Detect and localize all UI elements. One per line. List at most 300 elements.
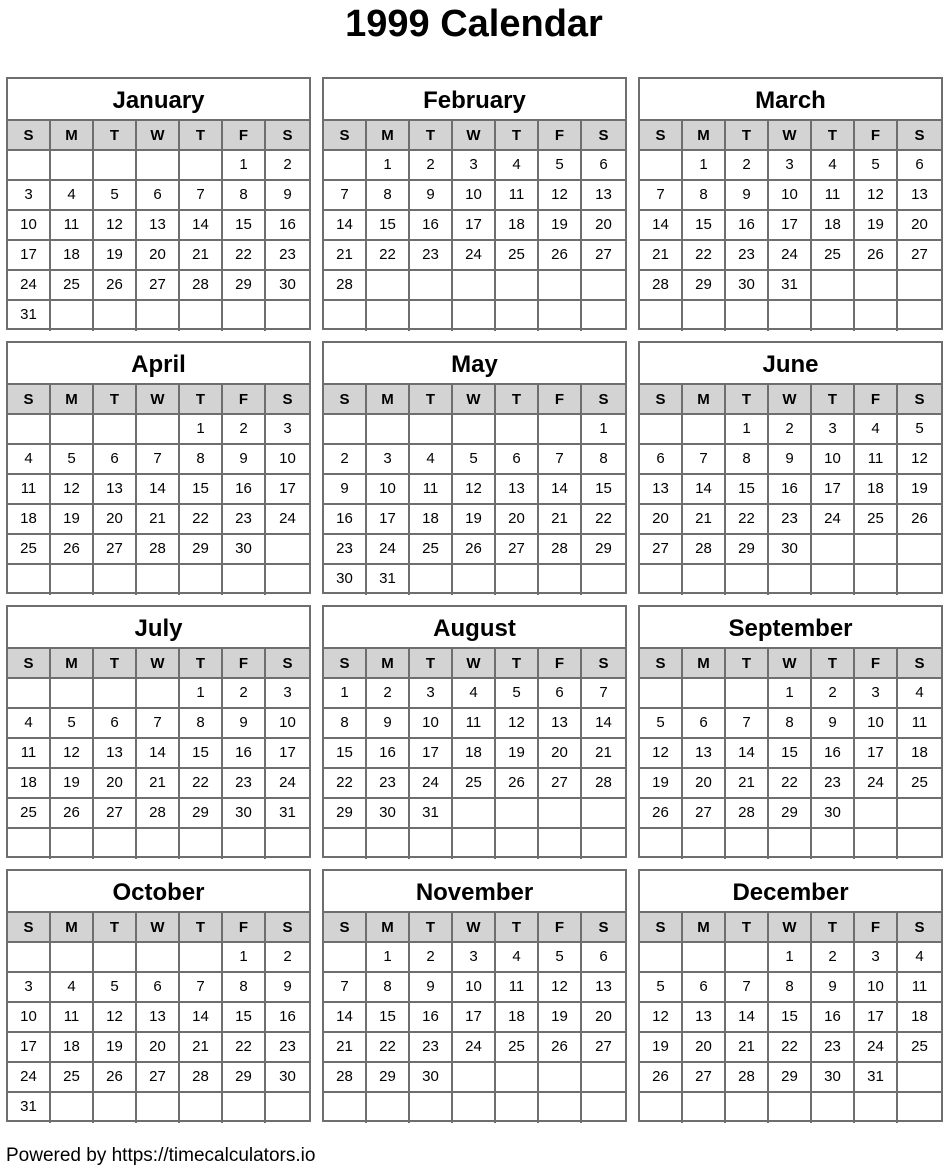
day-cell: 9 bbox=[266, 973, 309, 1003]
day-cell: 13 bbox=[640, 475, 683, 505]
month-grid bbox=[8, 385, 309, 595]
empty-cell bbox=[324, 1093, 367, 1123]
empty-cell bbox=[726, 943, 769, 973]
weekday-header: S bbox=[266, 121, 309, 151]
weekday-header: F bbox=[223, 649, 266, 679]
weekday-header: S bbox=[266, 649, 309, 679]
day-cell: 25 bbox=[812, 241, 855, 271]
empty-cell bbox=[898, 301, 941, 331]
day-cell: 19 bbox=[640, 1033, 683, 1063]
day-cell: 20 bbox=[137, 1033, 180, 1063]
weekday-header: S bbox=[324, 385, 367, 415]
month-title: September bbox=[640, 607, 941, 649]
day-cell: 27 bbox=[898, 241, 941, 271]
day-cell: 18 bbox=[898, 1003, 941, 1033]
day-cell: 2 bbox=[223, 415, 266, 445]
day-cell: 3 bbox=[812, 415, 855, 445]
day-cell: 29 bbox=[180, 799, 223, 829]
day-cell: 1 bbox=[367, 943, 410, 973]
day-cell: 13 bbox=[582, 973, 625, 1003]
day-cell: 11 bbox=[8, 475, 51, 505]
day-cell: 12 bbox=[94, 211, 137, 241]
empty-cell bbox=[582, 799, 625, 829]
day-cell: 18 bbox=[453, 739, 496, 769]
day-cell: 20 bbox=[683, 1033, 726, 1063]
empty-cell bbox=[812, 829, 855, 859]
day-cell: 28 bbox=[726, 1063, 769, 1093]
day-cell: 4 bbox=[8, 709, 51, 739]
empty-cell bbox=[496, 415, 539, 445]
day-cell: 23 bbox=[223, 769, 266, 799]
day-cell: 4 bbox=[51, 181, 94, 211]
weekday-header: T bbox=[812, 385, 855, 415]
empty-cell bbox=[640, 151, 683, 181]
day-cell: 25 bbox=[410, 535, 453, 565]
weekday-header: W bbox=[769, 649, 812, 679]
day-cell: 14 bbox=[137, 739, 180, 769]
day-cell: 25 bbox=[51, 1063, 94, 1093]
month-february bbox=[322, 77, 627, 330]
weekday-header: S bbox=[640, 913, 683, 943]
day-cell: 10 bbox=[266, 709, 309, 739]
day-cell: 23 bbox=[410, 241, 453, 271]
day-cell: 27 bbox=[137, 271, 180, 301]
day-cell: 28 bbox=[582, 769, 625, 799]
day-cell: 5 bbox=[496, 679, 539, 709]
day-cell: 26 bbox=[640, 1063, 683, 1093]
empty-cell bbox=[640, 565, 683, 595]
empty-cell bbox=[137, 151, 180, 181]
empty-cell bbox=[180, 829, 223, 859]
day-cell: 24 bbox=[855, 769, 898, 799]
day-cell: 30 bbox=[266, 271, 309, 301]
day-cell: 30 bbox=[726, 271, 769, 301]
empty-cell bbox=[51, 151, 94, 181]
day-cell: 15 bbox=[367, 1003, 410, 1033]
weekday-header: F bbox=[855, 121, 898, 151]
day-cell: 19 bbox=[453, 505, 496, 535]
day-cell: 7 bbox=[726, 709, 769, 739]
day-cell: 15 bbox=[367, 211, 410, 241]
day-cell: 4 bbox=[8, 445, 51, 475]
day-cell: 23 bbox=[726, 241, 769, 271]
weekday-header: T bbox=[726, 649, 769, 679]
empty-cell bbox=[180, 943, 223, 973]
day-cell: 22 bbox=[769, 1033, 812, 1063]
month-title: July bbox=[8, 607, 309, 649]
day-cell: 30 bbox=[812, 1063, 855, 1093]
day-cell: 27 bbox=[683, 799, 726, 829]
day-cell: 2 bbox=[812, 943, 855, 973]
empty-cell bbox=[898, 1093, 941, 1123]
day-cell: 30 bbox=[324, 565, 367, 595]
empty-cell bbox=[640, 301, 683, 331]
day-cell: 19 bbox=[94, 1033, 137, 1063]
month-grid bbox=[324, 121, 625, 331]
empty-cell bbox=[726, 829, 769, 859]
empty-cell bbox=[855, 301, 898, 331]
day-cell: 13 bbox=[683, 739, 726, 769]
day-cell: 17 bbox=[453, 211, 496, 241]
empty-cell bbox=[137, 679, 180, 709]
day-cell: 14 bbox=[539, 475, 582, 505]
weekday-header: M bbox=[367, 385, 410, 415]
day-cell: 7 bbox=[726, 973, 769, 1003]
day-cell: 28 bbox=[180, 1063, 223, 1093]
month-august bbox=[322, 605, 627, 858]
day-cell: 15 bbox=[769, 739, 812, 769]
weekday-header: S bbox=[582, 913, 625, 943]
weekday-header: T bbox=[410, 121, 453, 151]
empty-cell bbox=[582, 1063, 625, 1093]
day-cell: 8 bbox=[180, 445, 223, 475]
weekday-header: W bbox=[137, 385, 180, 415]
empty-cell bbox=[726, 565, 769, 595]
day-cell: 29 bbox=[769, 1063, 812, 1093]
empty-cell bbox=[640, 829, 683, 859]
day-cell: 19 bbox=[855, 211, 898, 241]
weekday-header: F bbox=[539, 385, 582, 415]
empty-cell bbox=[769, 565, 812, 595]
day-cell: 18 bbox=[855, 475, 898, 505]
empty-cell bbox=[855, 565, 898, 595]
weekday-header: W bbox=[137, 913, 180, 943]
day-cell: 29 bbox=[324, 799, 367, 829]
empty-cell bbox=[683, 943, 726, 973]
day-cell: 31 bbox=[8, 1093, 51, 1123]
day-cell: 11 bbox=[453, 709, 496, 739]
month-grid bbox=[324, 913, 625, 1123]
day-cell: 14 bbox=[683, 475, 726, 505]
day-cell: 21 bbox=[683, 505, 726, 535]
empty-cell bbox=[51, 301, 94, 331]
day-cell: 13 bbox=[539, 709, 582, 739]
empty-cell bbox=[367, 1093, 410, 1123]
day-cell: 2 bbox=[410, 151, 453, 181]
day-cell: 25 bbox=[496, 1033, 539, 1063]
weekday-header: T bbox=[812, 121, 855, 151]
month-title: March bbox=[640, 79, 941, 121]
weekday-header: S bbox=[8, 385, 51, 415]
day-cell: 24 bbox=[410, 769, 453, 799]
day-cell: 12 bbox=[539, 973, 582, 1003]
day-cell: 12 bbox=[539, 181, 582, 211]
empty-cell bbox=[266, 565, 309, 595]
weekday-header: S bbox=[640, 649, 683, 679]
empty-cell bbox=[496, 565, 539, 595]
day-cell: 10 bbox=[812, 445, 855, 475]
empty-cell bbox=[410, 415, 453, 445]
weekday-header: T bbox=[180, 913, 223, 943]
month-grid bbox=[324, 649, 625, 859]
day-cell: 24 bbox=[8, 271, 51, 301]
day-cell: 16 bbox=[410, 1003, 453, 1033]
empty-cell bbox=[410, 565, 453, 595]
empty-cell bbox=[496, 271, 539, 301]
empty-cell bbox=[898, 799, 941, 829]
day-cell: 17 bbox=[812, 475, 855, 505]
day-cell: 11 bbox=[812, 181, 855, 211]
empty-cell bbox=[137, 1093, 180, 1123]
day-cell: 13 bbox=[137, 1003, 180, 1033]
day-cell: 31 bbox=[410, 799, 453, 829]
day-cell: 29 bbox=[726, 535, 769, 565]
day-cell: 24 bbox=[266, 769, 309, 799]
day-cell: 23 bbox=[367, 769, 410, 799]
day-cell: 19 bbox=[51, 769, 94, 799]
empty-cell bbox=[769, 1093, 812, 1123]
day-cell: 19 bbox=[898, 475, 941, 505]
day-cell: 16 bbox=[266, 211, 309, 241]
day-cell: 16 bbox=[769, 475, 812, 505]
empty-cell bbox=[496, 301, 539, 331]
empty-cell bbox=[640, 415, 683, 445]
empty-cell bbox=[539, 415, 582, 445]
day-cell: 25 bbox=[453, 769, 496, 799]
day-cell: 4 bbox=[855, 415, 898, 445]
day-cell: 29 bbox=[223, 1063, 266, 1093]
empty-cell bbox=[94, 829, 137, 859]
month-grid bbox=[8, 913, 309, 1123]
day-cell: 15 bbox=[726, 475, 769, 505]
day-cell: 17 bbox=[8, 1033, 51, 1063]
day-cell: 10 bbox=[266, 445, 309, 475]
weekday-header: F bbox=[855, 649, 898, 679]
day-cell: 12 bbox=[94, 1003, 137, 1033]
day-cell: 20 bbox=[898, 211, 941, 241]
day-cell: 3 bbox=[410, 679, 453, 709]
month-grid bbox=[324, 385, 625, 595]
day-cell: 23 bbox=[410, 1033, 453, 1063]
weekday-header: W bbox=[453, 121, 496, 151]
day-cell: 6 bbox=[640, 445, 683, 475]
empty-cell bbox=[223, 565, 266, 595]
empty-cell bbox=[367, 415, 410, 445]
day-cell: 3 bbox=[8, 973, 51, 1003]
empty-cell bbox=[8, 415, 51, 445]
empty-cell bbox=[410, 271, 453, 301]
day-cell: 7 bbox=[640, 181, 683, 211]
day-cell: 20 bbox=[137, 241, 180, 271]
empty-cell bbox=[94, 151, 137, 181]
empty-cell bbox=[223, 301, 266, 331]
day-cell: 7 bbox=[324, 181, 367, 211]
empty-cell bbox=[51, 1093, 94, 1123]
day-cell: 14 bbox=[137, 475, 180, 505]
day-cell: 8 bbox=[367, 181, 410, 211]
day-cell: 27 bbox=[582, 241, 625, 271]
weekday-header: S bbox=[582, 385, 625, 415]
day-cell: 28 bbox=[640, 271, 683, 301]
day-cell: 11 bbox=[51, 1003, 94, 1033]
day-cell: 22 bbox=[367, 241, 410, 271]
day-cell: 31 bbox=[769, 271, 812, 301]
day-cell: 21 bbox=[324, 1033, 367, 1063]
empty-cell bbox=[539, 1063, 582, 1093]
month-grid bbox=[640, 649, 941, 859]
day-cell: 5 bbox=[51, 445, 94, 475]
weekday-header: T bbox=[410, 649, 453, 679]
footer-credit: Powered by https://timecalculators.io bbox=[6, 1145, 316, 1166]
day-cell: 6 bbox=[582, 151, 625, 181]
day-cell: 1 bbox=[324, 679, 367, 709]
day-cell: 22 bbox=[582, 505, 625, 535]
day-cell: 24 bbox=[453, 241, 496, 271]
day-cell: 3 bbox=[453, 943, 496, 973]
day-cell: 28 bbox=[137, 535, 180, 565]
day-cell: 27 bbox=[582, 1033, 625, 1063]
day-cell: 18 bbox=[496, 211, 539, 241]
day-cell: 23 bbox=[223, 505, 266, 535]
day-cell: 16 bbox=[726, 211, 769, 241]
day-cell: 17 bbox=[855, 1003, 898, 1033]
day-cell: 22 bbox=[367, 1033, 410, 1063]
empty-cell bbox=[137, 943, 180, 973]
empty-cell bbox=[453, 829, 496, 859]
day-cell: 26 bbox=[640, 799, 683, 829]
day-cell: 8 bbox=[683, 181, 726, 211]
day-cell: 6 bbox=[582, 943, 625, 973]
empty-cell bbox=[223, 1093, 266, 1123]
month-title: June bbox=[640, 343, 941, 385]
empty-cell bbox=[582, 271, 625, 301]
empty-cell bbox=[137, 829, 180, 859]
empty-cell bbox=[855, 1093, 898, 1123]
day-cell: 9 bbox=[367, 709, 410, 739]
weekday-header: F bbox=[223, 913, 266, 943]
empty-cell bbox=[453, 271, 496, 301]
weekday-header: T bbox=[496, 649, 539, 679]
empty-cell bbox=[898, 271, 941, 301]
day-cell: 2 bbox=[726, 151, 769, 181]
day-cell: 31 bbox=[8, 301, 51, 331]
empty-cell bbox=[683, 415, 726, 445]
day-cell: 24 bbox=[812, 505, 855, 535]
day-cell: 5 bbox=[94, 973, 137, 1003]
day-cell: 26 bbox=[855, 241, 898, 271]
weekday-header: S bbox=[324, 649, 367, 679]
empty-cell bbox=[51, 829, 94, 859]
day-cell: 29 bbox=[367, 1063, 410, 1093]
day-cell: 25 bbox=[855, 505, 898, 535]
day-cell: 12 bbox=[855, 181, 898, 211]
day-cell: 4 bbox=[812, 151, 855, 181]
empty-cell bbox=[367, 271, 410, 301]
day-cell: 3 bbox=[367, 445, 410, 475]
empty-cell bbox=[539, 271, 582, 301]
empty-cell bbox=[812, 301, 855, 331]
day-cell: 5 bbox=[640, 709, 683, 739]
day-cell: 17 bbox=[855, 739, 898, 769]
empty-cell bbox=[266, 535, 309, 565]
day-cell: 2 bbox=[769, 415, 812, 445]
weekday-header: T bbox=[726, 121, 769, 151]
day-cell: 23 bbox=[769, 505, 812, 535]
day-cell: 7 bbox=[180, 973, 223, 1003]
day-cell: 23 bbox=[324, 535, 367, 565]
weekday-header: M bbox=[51, 913, 94, 943]
weekday-header: W bbox=[137, 121, 180, 151]
month-grid bbox=[640, 121, 941, 331]
day-cell: 19 bbox=[51, 505, 94, 535]
day-cell: 15 bbox=[223, 1003, 266, 1033]
weekday-header: S bbox=[324, 121, 367, 151]
empty-cell bbox=[51, 565, 94, 595]
weekday-header: S bbox=[640, 385, 683, 415]
empty-cell bbox=[898, 565, 941, 595]
empty-cell bbox=[94, 943, 137, 973]
day-cell: 26 bbox=[539, 241, 582, 271]
month-title: December bbox=[640, 871, 941, 913]
empty-cell bbox=[137, 565, 180, 595]
weekday-header: M bbox=[683, 121, 726, 151]
day-cell: 26 bbox=[94, 271, 137, 301]
day-cell: 14 bbox=[180, 211, 223, 241]
empty-cell bbox=[8, 829, 51, 859]
day-cell: 7 bbox=[539, 445, 582, 475]
day-cell: 9 bbox=[769, 445, 812, 475]
day-cell: 4 bbox=[453, 679, 496, 709]
empty-cell bbox=[496, 799, 539, 829]
day-cell: 24 bbox=[8, 1063, 51, 1093]
empty-cell bbox=[8, 943, 51, 973]
month-title: October bbox=[8, 871, 309, 913]
day-cell: 11 bbox=[898, 973, 941, 1003]
empty-cell bbox=[640, 943, 683, 973]
day-cell: 7 bbox=[683, 445, 726, 475]
day-cell: 22 bbox=[683, 241, 726, 271]
day-cell: 11 bbox=[410, 475, 453, 505]
day-cell: 17 bbox=[410, 739, 453, 769]
day-cell: 12 bbox=[453, 475, 496, 505]
day-cell: 18 bbox=[898, 739, 941, 769]
day-cell: 7 bbox=[324, 973, 367, 1003]
empty-cell bbox=[898, 829, 941, 859]
day-cell: 16 bbox=[812, 739, 855, 769]
empty-cell bbox=[453, 565, 496, 595]
empty-cell bbox=[266, 301, 309, 331]
day-cell: 17 bbox=[367, 505, 410, 535]
day-cell: 28 bbox=[539, 535, 582, 565]
day-cell: 25 bbox=[898, 1033, 941, 1063]
day-cell: 4 bbox=[496, 151, 539, 181]
day-cell: 3 bbox=[769, 151, 812, 181]
empty-cell bbox=[812, 1093, 855, 1123]
weekday-header: S bbox=[324, 913, 367, 943]
page-title: 1999 Calendar bbox=[345, 3, 603, 45]
day-cell: 16 bbox=[367, 739, 410, 769]
day-cell: 24 bbox=[453, 1033, 496, 1063]
day-cell: 6 bbox=[683, 973, 726, 1003]
day-cell: 18 bbox=[812, 211, 855, 241]
day-cell: 14 bbox=[324, 211, 367, 241]
day-cell: 30 bbox=[812, 799, 855, 829]
empty-cell bbox=[855, 271, 898, 301]
empty-cell bbox=[496, 829, 539, 859]
day-cell: 29 bbox=[683, 271, 726, 301]
day-cell: 2 bbox=[223, 679, 266, 709]
empty-cell bbox=[94, 565, 137, 595]
month-title: November bbox=[324, 871, 625, 913]
day-cell: 16 bbox=[223, 475, 266, 505]
day-cell: 15 bbox=[683, 211, 726, 241]
empty-cell bbox=[367, 301, 410, 331]
day-cell: 6 bbox=[137, 973, 180, 1003]
day-cell: 12 bbox=[640, 739, 683, 769]
day-cell: 28 bbox=[324, 271, 367, 301]
day-cell: 12 bbox=[640, 1003, 683, 1033]
day-cell: 2 bbox=[324, 445, 367, 475]
